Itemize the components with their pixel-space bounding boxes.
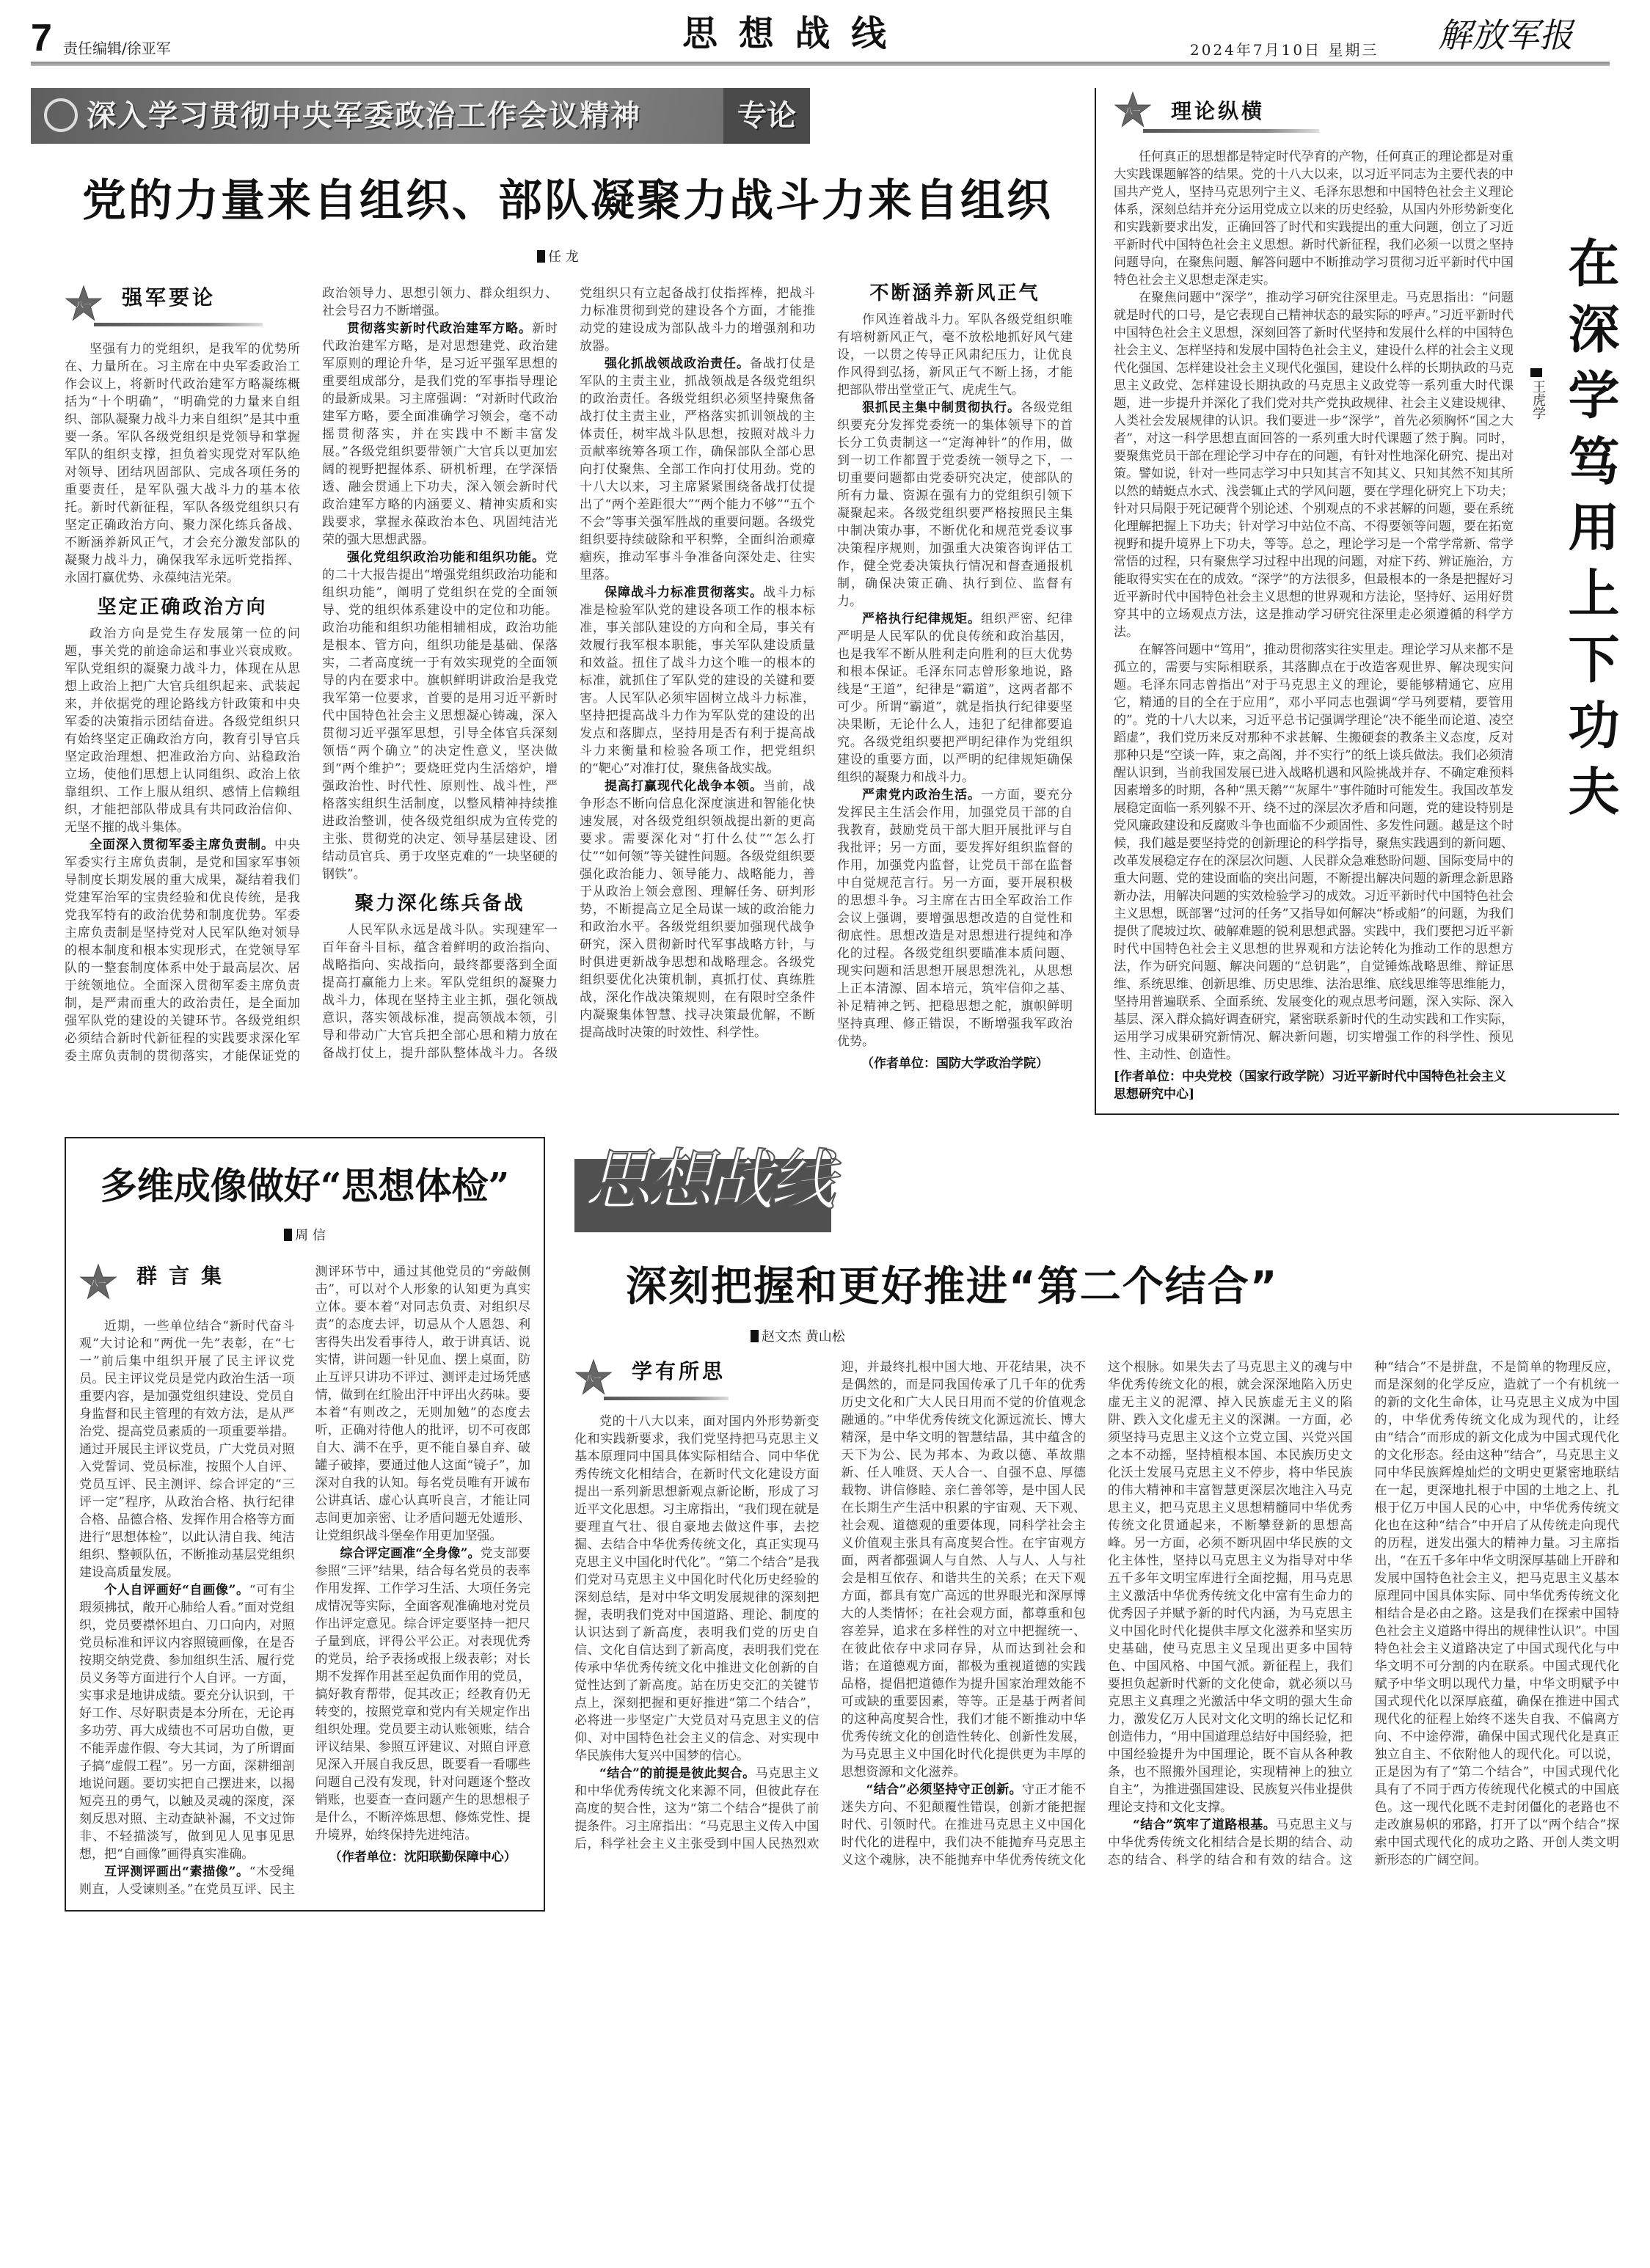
paragraph: 党的十八大以来，面对国内外形势新变化和实践新要求，我们党坚持把马克思主义基本原理同中国具体实际相结合、同中华优秀传统文化相结合，在新时代文化建设方面提出一系列新思想新观点新论断，形成了习近平文化思想。习主席指出，“我们现在就是要理直气壮、很自豪地去做这件事，去挖掘、去结合中华优秀传统文化，真正实现马克思主义中国化时代化”。“第二个结合”是我们党对马克思主义中国化时代化历史经验的深刻总结，是对中华文明发展规律的深刻把握，表明我们党对中国道路、理论、制度的认识达到了新高度，表明我们党的历史自信、文化自信达到了新高度，表明我们党在传承中华优秀传统文化中推进文化创新的自觉性达到了新高度。站在历史交汇的关键节点上，深刻把握和更好推进“第二个结合”，必将进一步坚定广大党员对马克思主义的信仰、对中国特色社会主义的信念、对实现中华民族伟大复兴中国梦的信心。 xyxy=(574,1414,819,1763)
column-badge-qunyan xyxy=(79,1263,295,1309)
article2-title: 在深学笃用上下功夫 xyxy=(1560,236,1620,830)
byline-marker-icon xyxy=(284,1229,292,1241)
intro-paragraph: 坚强有力的党组织，是我军的优势所在、力量所在。习主席在中央军委政治工作会议上，将新时代政治建军方略凝练概括为“十个明确”，“明确党的力量来自组织、部队凝聚力战斗力来自组织”是其中重要一条。军队各级党组织是党领导和掌握军队的组织支撑，担负着实现党对军队绝对领导、团结巩固部队、完成各项任务的重要责任，是军队强大战斗力的基本依托。新时代新征程，军队各级党组织只有坚定正确政治方向、聚力深化练兵备战、不断涵养新风正气，才会充分激发部队的凝聚力战斗力，确保我军永远听党指挥、永固打赢优势、永葆纯洁光荣。 xyxy=(65,342,300,585)
article2-heading-group xyxy=(1528,148,1619,830)
article3-body xyxy=(79,1263,530,1898)
paragraph: “结合”必须坚持守正创新。守正才能不迷失方向、不犯颠覆性错误，创新才能把握时代、引领时代。在推进马克思主义中国化时代化的进程中，我们决不能抛弃马克思主义这个魂脉，决不能抛弃中华优秀传统文化这个根脉。如果失去了马克思主义的魂与中华优秀传统文化的根，就会深深地陷入历史虚无主义的泥潭、掉入民族虚无主义的陷阱、跌入文化虚无主义的深渊。一方面，必须坚持马克思主义这个立党立国、兴党兴国之本不动摇，坚持植根本国、本民族历史文化沃土发展马克思主义不停步，将中华民族的伟大精神和丰富智慧更深层次地注入马克思主义，把马克思主义思想精髓同中华优秀传统文化贯通起来，不断攀登新的思想高峰。另一方面，必须不断巩固中华民族的文化主体性，坚持以马克思主义为指导对中华五千多年文明宝库进行全面挖掘，用马克思主义激活中华优秀传统文化中富有生命力的优秀因子并赋予新的时代内涵，为马克思主义中国化时代化提供丰厚文化滋养和坚实历史基础，使马克思主义呈现出更多中国特色、中国风格、中国气派。新征程上，我们要担负起新时代新的文化使命，就必须以马克思主义真理之光激活中华文明的强大生命力，激发亿万人民对文化文明的绵长记忆和创造伟力，“用中国道理总结好中国经验，把中国经验提升为中国理论，既不盲从各种教条，也不照搬外国理论，实现精神上的独立自主”，为推进强国建设、民族复兴伟业提供理论支持和文化支撑。 xyxy=(841,1360,1353,1868)
article3-title: 多维成像做好“思想体检” xyxy=(100,1164,510,1207)
paragraph: 综合评定画准“全身像”。党支部要参照“三评”结果，结合每名党员的表率作用发挥、工作学习生活、大项任务完成情况等实际，全面客观准确地对党员作出评定意见。综合评定要坚持一把尺子量到底，评得公平公正。对表现优秀的党员，给予表扬或报上级表彰；对长期不发挥作用甚至起负面作用的党员，搞好教育帮带，促其改正；经教育仍无转变的，按照党章和党内有关规定作出组织处理。党员要主动认账领账，结合评议结果、参照互评建议、对照自评意见深入开展自我反思，既要看一看哪些问题自己没有发现，针对问题逐个整改销账，也要查一查问题产生的思想根子是什么，不断淬炼思想、修炼党性、提升境界，始终保持先进纯洁。 xyxy=(315,1546,530,1843)
column-label: 强军要论 xyxy=(122,285,216,310)
paragraph: 近期，一些单位结合“新时代奋斗观”大讨论和“两优一先”表彰，在“七一”前后集中组织开展了民主评议党员。民主评议党员是党内政治生活一项重要内容，是加强党组织建设、党员自身监督和民主管理的有效方法，是从严治党、提高党员素质的一项重要举措。通过开展民主评议党员，广大党员对照入党誓词、党员标准，按照个人自评、党员互评、民主测评、综合评定的“三评一定”程序，从政治合格、执行纪律合格、品德合格、发挥作用合格等方面进行“思想体检”，以此认清自我、纯洁组织、整顿队伍，不断推动基层党组织建设高质量发展。 xyxy=(79,1319,295,1580)
issue-date: 2024年7月10日 星期三 xyxy=(1190,41,1379,59)
army-star-icon xyxy=(79,1263,117,1301)
paragraph: 全面深入贯彻军委主席负责制。中央军委实行主席负责制，是党和国家军事领导制度长期发展的重大成果，凝结着我们党建军治军的宝贵经验和优良传统，是我党我军特有的政治优势和制度优势。军委主席负责制是坚持党对人民军队绝对领导的根本制度和根本实现形式，在党领导军队的一整套制度体系中处于最高层次、居于统领地位。全面深入贯彻军委主席负责制，是严肃而重大的政治责任，是全面加强军队党的建设的关键环节。各级党组织必须结合新时代新征程的实践要求深化军委主席负责制的贯彻落实，才能保证党的政治领导力、思想引领力、群众组织力、社会号召力不断增强。 xyxy=(65,286,558,1064)
banner-tag: 专论 xyxy=(723,88,810,144)
army-star-icon xyxy=(65,285,103,323)
svg-text:八一: 八一 xyxy=(1125,107,1141,117)
article2-byline xyxy=(1528,236,1547,830)
editor-credit: 责任编辑/徐亚军 xyxy=(63,40,171,57)
masthead-rule xyxy=(31,62,1610,66)
article1-author: 任 龙 xyxy=(548,249,579,265)
column-badge-xueyou xyxy=(574,1358,819,1404)
topic-banner xyxy=(31,88,810,144)
paragraph: 互评测评画出“素描像”。“木受绳则直，人受谏则圣。”在党员互评、民主测评环节中，通过其他党员的“旁敲侧击”，可以对个人形象的认知更为真实立体。要本着“对同志负责、对组织尽责”的态度去评，切忌从个人恩怨、利害得失出发看事待人，敢于讲真话、说实情，讲问题一针见血、摆上桌面，防止互评只讲功不评过、测评走过场凭感情，做到在红脸出汗中评出火药味。要本着“有则改之，无则加勉”的态度去听，正确对待他人的批评，切不可夜郎自大、满不在乎，更不能自暴自弃、破罐子破摔，要通过他人这面“镜子”，加深对自我的认知。每名党员唯有开诚布公讲真话、虚心认真听良言，才能让同志间更加亲密、让矛盾问题无处遁形、让党组织战斗堡垒作用更加坚强。 xyxy=(79,1265,530,1897)
paragraph: 严格执行纪律规矩。组织严密、纪律严明是人民军队的优良传统和政治基因，也是我军不断从胜利走向胜利的巨大优势和根本保证。毛泽东同志曾形象地说，路线是“王道”，纪律是“霸道”，这两者都不可少。所谓“霸道”，就是指执行纪律要坚决果断，无论什么人，违犯了纪律都要追究。各级党组织要把严明纪律作为党组织建设的重要方面，以严明的纪律规矩确保组织的凝聚力和战斗力。 xyxy=(837,612,1073,785)
section-title: 思 想 战 线 xyxy=(682,13,891,54)
column-label: 群言集 xyxy=(136,1264,234,1288)
column-badge-lilun xyxy=(1114,91,1619,136)
party-emblem-icon xyxy=(44,98,78,132)
paragraph: 任何真正的思想都是特定时代孕育的产物，任何真正的理论都是对重大实践课题解答的结果。党的十八大以来，以习近平同志为主要代表的中国共产党人，坚持马克思列宁主义、毛泽东思想和中国特色社会主义理论体系，深刻总结并充分运用党成立以来的历史经验，从国内外形势新变化和实践新要求出发，正确回答了时代和实践提出的重大问题，创立了习近平新时代中国特色社会主义思想。新时代新征程，我们必须一以贯之坚持问题导向，在聚焦问题、解答问题中不断推动学习贯彻习近平新时代中国特色社会主义思想走深走实。 xyxy=(1114,150,1514,288)
army-star-icon xyxy=(574,1358,613,1397)
upper-region xyxy=(0,70,1650,1115)
article3 xyxy=(65,1137,545,1912)
paragraph: 贯彻落实新时代政治建军方略。新时代政治建军方略，是对思想建党、政治建军原则的理论升华，是习近平强军思想的重要组成部分，是我们党的军事指导理论的最新成果。习主席强调：“对新时代政治建军方略，要全面准确学习领会，毫不动摇贯彻落实，并在实践中不断丰富发展。”各级党组织要带领广大官兵以更加宏阔的视野把握体系、研机析理，在学深悟透、融会贯通上下功夫，深入领会新时代政治建军方略的内涵要义、精神实质和实践要求，掌握永葆政治本色、巩固纯洁光荣的强大思想武器。 xyxy=(322,321,558,547)
section-logo-calligraphy: 思想战线 xyxy=(585,1142,831,1219)
article3-author: 周 信 xyxy=(295,1228,326,1243)
paragraph: 提高打赢现代化战争本领。当前，战争形态不断向信息化深度演进和智能化快速发展，对各级党组织领战提出新的更高要求。需要深化对“打什么仗”“怎么打仗”“如何领”等关键性问题。各级党组织要强化政治能力、领导能力、战略能力，善于从政治上领会意图、理解任务、研判形势，不断提高立足全局谋一域的政治能力和政治水平。各级党组织要加强现代战争研究，深入贯彻新时代军事战略方针，与时俱进更新战争思想和战略理念。各级党组织要优化决策机制，真抓打仗、真练胜战，深化作战决策规则，在有限时空条件内凝聚集体智慧、找寻决策最优解，不断提高战时决策的时效性、科学性。 xyxy=(580,779,815,1040)
paragraph: “结合”筑牢了道路根基。马克思主义与中华优秀传统文化相结合是长期的结合、动态的结合、科学的结合和有效的结合。这种“结合”不是拼盘，不是简单的物理反应，而是深刻的化学反应，造就了一个有机统一的新的文化生命体，让马克思主义成为中国的，中华优秀传统文化成为现代的，让经由“结合”而形成的新文化成为中国式现代化的文化形态。经由这种“结合”，马克思主义同中华民族辉煌灿烂的文明史更紧密地联结在一起，更深地扎根于中国的土地之上、扎根于亿万中国人民的心中，中华优秀传统文化也在这种“结合”中开启了从传统走向现代的历程，迸发出强大的精神力量。习主席指出，“在五千多年中华文明深厚基础上开辟和发展中国特色社会主义，把马克思主义基本原理同中国具体实际、同中华优秀传统文化相结合是必由之路。这是我们在探索中国特色社会主义道路中得出的规律性认识”。中国特色社会主义道路决定了中国式现代化与中华文明不可分割的内在联系。中国式现代化赋予中华文明以现代力量，中华文明赋予中国式现代化以深厚底蕴，确保在推进中国式现代化的征程上始终不迷失自我、不偏离方向、不中途停滞，确保中国式现代化是真正独立自主、不依附他人的现代化。可以说，正是因为有了“第二个结合”，中国式现代化具有了不同于西方传统现代化模式的中国底色。这一现代化既不走封闭僵化的老路也不走改旗易帜的邪路，打开了以“两个结合”探索中国式现代化的成功之路、开创人类文明新形态的广阔空间。 xyxy=(1108,1360,1619,1868)
page-number: 7 xyxy=(31,17,52,59)
article4-author: 赵文杰 黄山松 xyxy=(762,1329,845,1345)
paragraph: 强化党组织政治功能和组织功能。党的二十大报告提出“增强党组织政治功能和组织功能”，阐明了党组织在党的全面领导、党的组织体系建设中的定位和功能。政治功能和组织功能相辅相成，政治功能是根本、管方向，组织功能是基础、保落实，二者高度统一于有效实现党的全面领导的内在要求中。旗帜鲜明讲政治是我党我军第一位要求，首要的是用习近平新时代中国特色社会主义思想凝心铸魂，深入贯彻习近平强军思想，引导全体官兵深刻领悟“两个确立”的决定性意义，坚决做到“两个维护”；要烧旺党内生活熔炉，增强政治性、时代性、原则性、战斗性，严格落实组织生活制度，以整风精神持续推进政治整训，使各级党组织成为宣传党的主张、贯彻党的决定、领导基层建设、团结动员官兵、勇于攻坚克难的“一块坚硬的钢铁”。 xyxy=(322,550,558,882)
column-badge-qiangjun xyxy=(65,285,300,330)
article2 xyxy=(1095,88,1619,1115)
article1-section3-heading: 不断涵养新风正气 xyxy=(869,282,1040,304)
article1-section1-heading: 坚定正确政治方向 xyxy=(97,596,268,618)
byline-marker-icon xyxy=(1530,368,1542,377)
svg-text:八一: 八一 xyxy=(76,301,92,310)
article4-body xyxy=(574,1358,1619,1869)
byline-marker-icon xyxy=(751,1330,759,1342)
article1-section2-heading: 聚力深化练兵备战 xyxy=(354,893,525,915)
masthead xyxy=(0,0,1650,70)
article4 xyxy=(574,1137,1619,1869)
article1-title: 党的力量来自组织、部队凝聚力战斗力来自组织 xyxy=(82,175,1053,227)
column-label: 学有所思 xyxy=(632,1359,726,1383)
paragraph: 严肃党内政治生活。一方面，要充分发挥民主生活会作用，加强党员干部的自我教育，鼓励党员干部大胆开展批评与自我批评；另一方面，要发挥好组织监督的作用，加强党内监督，让党员干部在监督中自觉规范言行。另一方面，要开展积极的思想斗争。习主席在古田全军政治工作会议上强调，要增强思想改造的自觉性和彻底性。思想改造是对思想进行提纯和净化的过程。各级党组织要瞄准本质问题、现实问题和活思想开展思想洗礼，从思想上正本清源、固本培元，筑牢信仰之基、补足精神之钙、把稳思想之舵，旗帜鲜明坚持真理、修正错误，不断增强我军政治优势。 xyxy=(837,788,1073,1049)
article4-byline xyxy=(751,1326,1619,1345)
paragraph: 强化抓战领战政治责任。备战打仗是军队的主责主业，抓战领战是各级党组织的政治责任。各级党组织必须坚持聚焦备战打仗主责主业，严格落实抓训领战的主体责任，树牢战斗队思想，按照对战斗力贡献率统筹各项工作，确保部队全部心思向打仗聚焦、全部工作向打仗用劲。党的十八大以来，习主席紧紧围绕备战打仗提出了“两个差距很大”“两个能力不够”“五个不会”等事关强军胜战的重要问题。各级党组织要持续破除和平积弊，全面纠治顽瘴痼疾，推动军事斗争准备向深处走、往实里落。 xyxy=(580,356,815,582)
article1-byline xyxy=(537,246,1073,266)
paragraph: 个人自评画好“自画像”。“可有尘瑕须拂拭，敞开心肺给人看。”面对党组织，党员要襟怀坦白、刀口向内，对照党员标准和评议内容照镜画像，在是否按期交纳党费、参加组织生活、履行党员义务等方面进行个人自评。一方面，实事求是地讲成绩。要充分认识到，干好工作、尽好职责是本分所在，无论再多功劳、再大成绩也不可居功自傲，更不能弄虚作假、夸大其词，为了所谓面子搞“虚假工程”。另一方面，深耕细剖地说问题。要切实把自己摆进来，以揭短亮丑的勇气，以触及灵魂的深度，深刻反思对照、主动查缺补漏，不文过饰非、不轻描淡写，做到见人见事见思想，把“自画像”画得真实准确。 xyxy=(79,1583,295,1862)
paragraph: 保障战斗力标准贯彻落实。战斗力标准是检验军队党的建设各项工作的根本标准，事关部队建设的方向和全局，事关有效履行我军根本职能，事关军队建设质量和效益。扭住了战斗力这个唯一的根本的标准，就抓住了军队党的建设的关键和要害。人民军队必须牢固树立战斗力标准，坚持把提高战斗力作为军队党的建设的出发点和落脚点，坚持用是否有利于提高战斗力来衡量和检验各项工作，把党组织的“靶心”对准打仗，聚焦备战实战。 xyxy=(580,585,815,776)
lower-region xyxy=(0,1115,1650,1926)
article2-author-unit: [作者单位：中央党校（国家行政学院）习近平新时代中国特色社会主义思想研究中心] xyxy=(1114,1069,1507,1102)
article1-body xyxy=(31,282,1073,1072)
article3-author-unit: （作者单位：沈阳联勤保障中心） xyxy=(329,1850,516,1865)
svg-text:八一: 八一 xyxy=(90,1279,106,1289)
paragraph: 人民军队永远是战斗队。实现建军一百年奋斗目标，蕴含着鲜明的政治指向、战略指向、实战指向，最终都要落到全面提高打赢能力上来。军队党组织的凝聚力战斗力，体现在坚持主业主抓，强化领战意识，落实领战标准，提高领战本领，引导和带动广大官兵把全部心思和精力放在备战打仗上，提升部队整体战斗力。各级党组织只有立起备战打仗指挥棒，把战斗力标准贯彻到党的建设各个方面，才能推动党的建设成为部队战斗力的增强剂和功放器。 xyxy=(322,286,815,1061)
article4-title: 深刻把握和更好推进“第二个结合” xyxy=(626,1263,1279,1311)
column-label: 理论纵横 xyxy=(1171,99,1266,123)
paragraph: 政治方向是党生存发展第一位的问题，事关党的前途命运和事业兴衰成败。军队党组织的凝聚力战斗力，体现在从思想上政治上把广大官兵组织起来、武装起来，并依据党的理论路线方针政策和中央军委的决策指示团结奋进。各级党组织只有始终坚定正确政治方向，教育引导官兵坚定政治理想、把准政治方向、站稳政治立场，使他们思想上认同组织、政治上依靠组织、工作上服从组织、感情上信赖组织，才能把部队带成具有共同政治信仰、无坚不摧的战斗集体。 xyxy=(65,626,300,835)
article1 xyxy=(31,88,1073,1072)
article3-byline xyxy=(79,1225,530,1244)
svg-text:八一: 八一 xyxy=(585,1375,602,1384)
byline-marker-icon xyxy=(537,250,545,263)
banner-text: 深入学习贯彻中央军委政治工作会议精神 xyxy=(87,99,641,133)
paragraph: 在聚焦问题中“深学”，推动学习研究往深里走。马克思指出：“问题就是时代的口号，是它表现自己精神状态的最实际的呼声。”习近平新时代中国特色社会主义思想，深刻回答了新时代坚持和发展什么样的中国特色社会主义、怎样坚持和发展中国特色社会主义，建设什么样的社会主义现代化强国、怎样建设社会主义现代化强国，建设什么样的长期执政的马克思主义政党、怎样建设长期执政的马克思主义政党等一系列重大时代课题，进一步提升并深化了我们党对共产党执政规律、社会主义建设规律、人类社会发展规律的认识。我们要进一步“深学”，首先必须胸怀“国之大者”，对这一科学思想直面回答的一系列重大时代课题了然于胸。同时，要聚焦党员干部在理论学习中存在的问题，有针对性地深化研究、提出对策。譬如说，针对一些同志学习中只知其言不知其义、只知其然不知其所以然的蜻蜓点水式、浅尝辄止式的学风问题，要在学理化研究上下功夫；针对只局限于死记硬背个别论述、个别观点的不求甚解的问题，要在系统化理解把握上下功夫；针对学习中站位不高、不得要领等问题，要在拓宽视野和提升境界上下功夫，等等。总之，理论学习是一个常学常新、常学常悟的过程，只有聚焦学习过程中出现的问题，对症下药、辨证施治，方能取得实实在在的成效。“深学”的方法很多，但最根本的一条是把握好习近平新时代中国特色社会主义思想的世界观和方法论，坚持好、运用好贯穿其中的立场观点方法，这是推动学习研究往深里走必须遵循的科学方法。 xyxy=(1114,290,1514,640)
paragraph: 作风连着战斗力。军队各级党组织唯有培树新风正气，毫不放松地抓好风气建设，一以贯之传导正风肃纪压力，让优良作风得到弘扬，新风正气不断上扬，才能把部队带出堂堂正气、虎虎生气。 xyxy=(837,312,1073,398)
section-logo xyxy=(574,1137,1619,1232)
article2-body xyxy=(1114,148,1514,1103)
article2-author: 王虎学 xyxy=(1530,380,1546,420)
army-star-icon xyxy=(1114,91,1152,129)
article1-author-unit: （作者单位：国防大学政治学院） xyxy=(861,1056,1048,1071)
paper-logo: 解放军报 xyxy=(1438,15,1573,55)
paragraph: 狠抓民主集中制贯彻执行。各级党组织要充分发挥党委统一的集体领导下的首长分工负责制这一“定海神针”的作用，做到一切工作都置于党委统一领导之下，一切重要问题都由党委研究决定，使部队的所有力量、资源在强有力的党组织引领下凝聚起来。各级党组织要严格按照民主集中制决策办事，不断优化和规范党委议事决策程序规则，加强重大决策咨询评估工作，健全党委决策执行情况和督查通报机制，确保决策正确、执行到位、监督有力。 xyxy=(837,400,1073,609)
paragraph: 在解答问题中“笃用”，推动贯彻落实往实里走。理论学习从来都不是孤立的，需要与实际相联系，其落脚点在于改造客观世界、解决现实问题。毛泽东同志曾指出“对于马克思主义的理论，要能够精通它、应用它，精通的目的全在于应用”，邓小平同志也强调“学马列要精，要管用的”。党的十八大以来，习近平总书记强调学理论“决不能坐而论道、凌空蹈虚”，我们党历来反对那种不求甚解、生搬硬套的教条主义态度，反对那种只是“空谈一阵，束之高阁，并不实行”的纸上谈兵做法。我们必须清醒认识到，当前我国发展已进入战略机遇和风险挑战并存、不确定难预料因素增多的时期，各种“黑天鹅”“灰犀牛”事件随时可能发生。我国改革发展稳定面临一系列躲不开、绕不过的深层次矛盾和问题，党的建设特别是党风廉政建设和反腐败斗争也面临不少顽固性、多发性问题。越是这个时候，我们越是要坚持党的创新理论的科学指导，聚焦实践遇到的新问题、改革发展稳定存在的深层次问题、人民群众急难愁盼问题、国际变局中的重大问题、党的建设面临的突出问题，不断提出解决问题的新理念新思路新办法，用解决问题的实效检验学习的成效。习近平新时代中国特色社会主义思想，既部署“过河的任务”又指导如何解决“桥或船”的问题，为我们提供了爬坡过坎、破解难题的锐利思想武器。实践中，我们要把习近平新时代中国特色社会主义思想的世界观和方法论转化为推动工作的思想方法，作为研究问题、解决问题的“总钥匙”，自觉锤炼战略思维、辩证思维、系统思维、创新思维、历史思维、法治思维、底线思维等思维能力，坚持用普遍联系、全面系统、发展变化的观点思考问题，深入实际、深入基层、深入群众搞好调查研究，紧密联系新时代的生动实践和工作实际，运用学习成果研究新情况、解决新问题，切实增强工作的科学性、预见性、主动性、创造性。 xyxy=(1114,643,1514,1062)
paragraph: “结合”的前提是彼此契合。马克思主义和中华优秀传统文化来源不同，但彼此存在高度的契合性，这为“第二个结合”提供了前提条件。习主席指出：“马克思主义传入中国后，科学社会主义主张受到中国人民热烈欢迎，并最终扎根中国大地、开花结果，决不是偶然的，而是同我国传承了几千年的优秀历史文化和广大人民日用而不觉的价值观念融通的。”中华优秀传统文化源远流长、博大精深，是中华文明的智慧结晶，其中蕴含的天下为公、民为邦本、为政以德、革故鼎新、任人唯贤、天人合一、自强不息、厚德载物、讲信修睦、亲仁善邻等，是中国人民在长期生产生活中积累的宇宙观、天下观、社会观、道德观的重要体现，同科学社会主义价值观主张具有高度契合性。在宇宙观方面，两者都强调人与自然、人与人、人与社会是相互依存、和谐共生的关系；在天下观方面，都具有宽广高远的世界眼光和深厚博大的人类情怀；在社会观方面，都尊重和包容差异，追求在多样性的对立中把握统一、在彼此依存中求同存异，从而达到社会和谐；在道德观方面，都极为重视道德的实践品格，提倡把道德作为提升国家治理效能不可或缺的重要因素，等等。正是基于两者间的这种高度契合性，我们才能不断推动中华优秀传统文化的创造性转化、创新性发展，为马克思主义中国化时代化提供更为丰厚的思想资源和文化滋养。 xyxy=(574,1360,1086,1851)
